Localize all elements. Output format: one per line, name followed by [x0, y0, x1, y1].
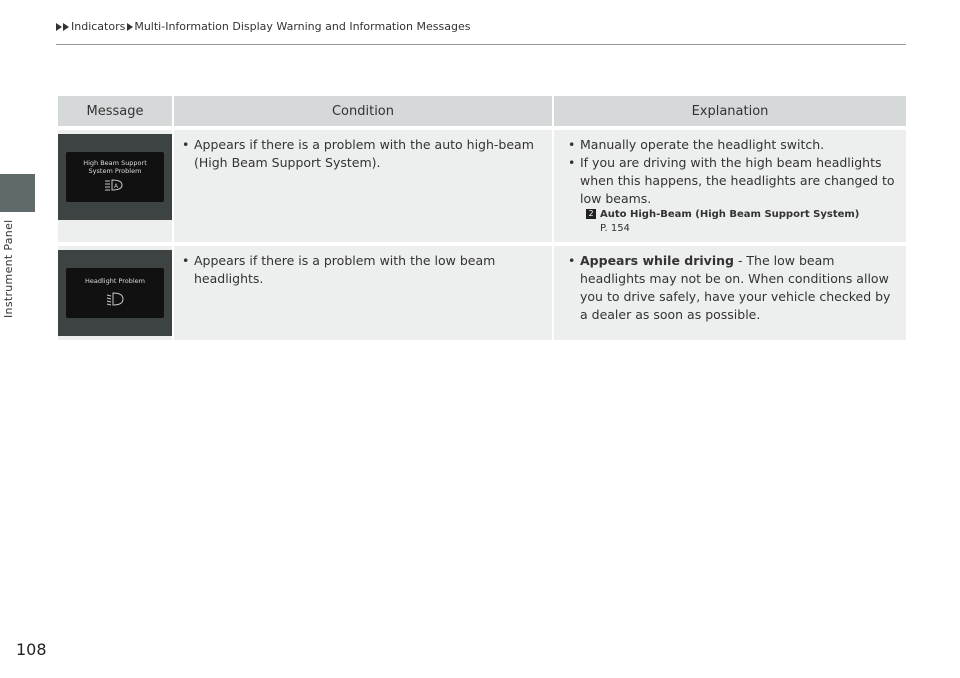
breadcrumb: [56, 20, 470, 33]
section-label: Instrument Panel: [2, 219, 15, 318]
table-header-row: [58, 96, 906, 126]
page-reference[interactable]: [588, 208, 898, 222]
svg-text:A: A: [114, 183, 119, 190]
condition-cell: [173, 130, 553, 242]
column-header-explanation: Explanation: [553, 96, 906, 126]
explanation-cell: [553, 246, 906, 340]
low-beam-icon: [106, 292, 124, 306]
display-screen: [66, 152, 164, 202]
reference-title[interactable]: Auto High-Beam (High Beam Support System): [600, 209, 860, 220]
breadcrumb-item-indicators[interactable]: Indicators: [71, 20, 126, 33]
screen-text-line: High Beam Support: [83, 159, 147, 167]
column-header-condition: Condition: [173, 96, 553, 126]
section-tab: [0, 174, 35, 212]
explanation-text: [580, 252, 898, 324]
chevron-right-icon: [56, 23, 62, 31]
bullet-icon: •: [568, 253, 576, 268]
condition-cell: [173, 246, 553, 340]
display-image: [58, 134, 172, 220]
column-header-message: Message: [58, 96, 173, 126]
screen-text-line: Headlight Problem: [84, 277, 146, 285]
chevron-right-icon: [127, 23, 133, 31]
table-row: [58, 246, 906, 340]
messages-table: [58, 96, 906, 340]
bullet-icon: •: [568, 137, 576, 152]
condition-text: Appears if there is a problem with the low beam headlights.: [194, 253, 496, 286]
chevron-right-icon: [63, 23, 69, 31]
table-row: [58, 130, 906, 242]
explanation-cell: [553, 130, 906, 242]
display-screen: [66, 268, 164, 318]
explanation-rest: - The low beam headlights may not be on. When conditions allow you to drive safely, have your vehicle checked by a dealer as soon as possible.: [580, 253, 891, 322]
message-cell: [58, 246, 173, 340]
bullet-icon: •: [182, 137, 190, 152]
header-divider: [56, 44, 906, 45]
breadcrumb-item-messages[interactable]: Multi-Information Display Warning and Information Messages: [134, 20, 471, 33]
explanation-text: Manually operate the headlight switch.: [580, 137, 825, 152]
screen-text-line: System Problem: [88, 167, 142, 175]
reference-arrow-icon: 2: [586, 209, 596, 219]
explanation-text: If you are driving with the high beam headlights when this happens, the headlights are changed to low beams.: [580, 155, 895, 206]
message-cell: [58, 130, 173, 242]
bullet-icon: •: [182, 253, 190, 268]
explanation-bold: Appears while driving: [580, 253, 734, 268]
display-image: [58, 250, 172, 336]
auto-high-beam-icon: [104, 178, 126, 192]
bullet-icon: •: [568, 155, 576, 170]
page-number: 108: [16, 640, 47, 659]
condition-text: Appears if there is a problem with the auto high-beam (High Beam Support System).: [194, 137, 534, 170]
reference-page[interactable]: P. 154: [600, 223, 630, 234]
